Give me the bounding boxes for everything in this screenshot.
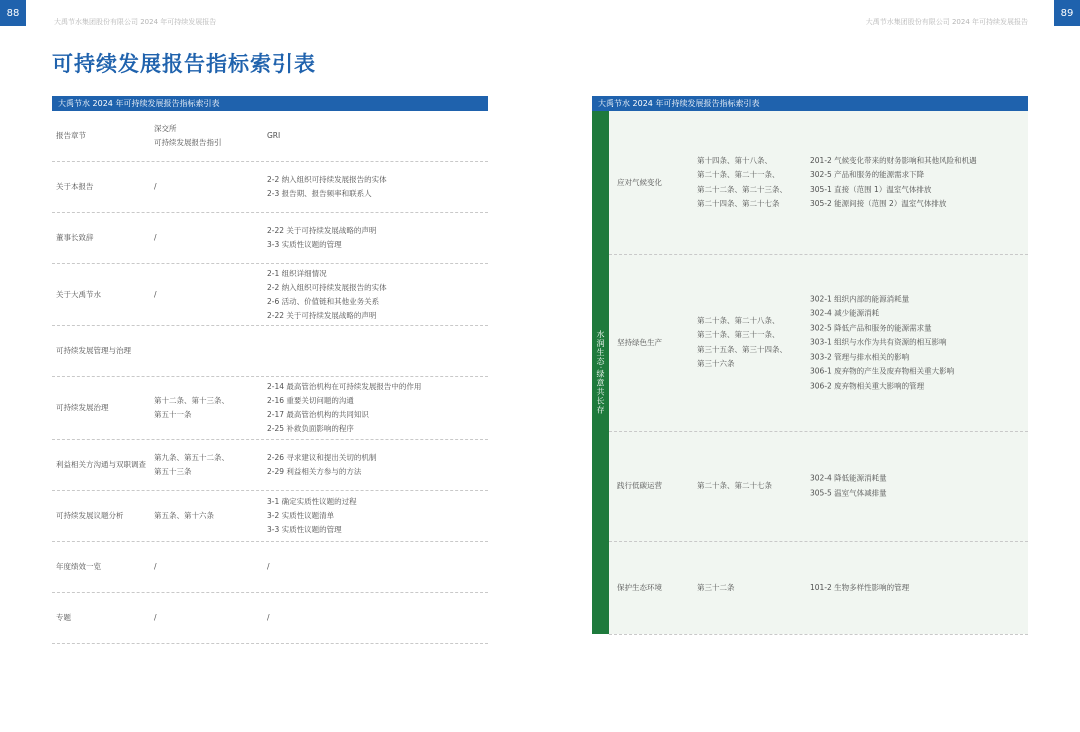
szse-cell: 第十二条、第十三条、 第五十一条 — [154, 396, 229, 419]
table-row — [52, 264, 488, 326]
szse-cell: 第三十二条 — [697, 582, 735, 592]
gri-cell: 302-1 组织内部的能源消耗量 302-4 减少能源消耗 302-5 降低产品和服务的能源需求量 303-1 组织与水作为共有资源的相互影响 303-2 管理与排水相关的影响 306-1 废弃物的产生及废弃物相关重大影响 306-2 废弃物相关重大影响的管理 — [810, 293, 955, 390]
section-cell: 践行低碳运营 — [617, 480, 662, 490]
table-row — [609, 111, 1028, 255]
szse-cell: / — [154, 562, 157, 571]
table-row — [609, 541, 1028, 635]
gri-cell: 3-1 确定实质性议题的过程 3-2 实质性议题清单 3-3 实质性议题的管理 — [267, 497, 357, 534]
column-header: 报告章节 — [56, 131, 86, 140]
page-title: 可持续发展报告指标索引表 — [52, 52, 316, 76]
szse-cell: / — [154, 233, 157, 242]
section-cell: 年度绩效一览 — [56, 562, 101, 571]
section-cell: 可持续发展管理与治理 — [56, 346, 131, 355]
table-row — [609, 431, 1028, 542]
table-row — [52, 491, 488, 542]
section-side-label — [592, 111, 609, 634]
section-cell: 利益相关方沟通与双职调查 — [56, 460, 146, 469]
section-cell: 保护生态环境 — [617, 582, 662, 592]
gri-cell: 2-26 寻求建议和提出关切的机制 2-29 利益相关方参与的方法 — [267, 453, 377, 476]
column-header: GRI — [267, 131, 281, 140]
side-label-text: 水润生态·绿意共长存 — [596, 330, 605, 415]
gri-cell: 302-4 降低能源消耗量 305-5 温室气体减排量 — [810, 473, 887, 497]
section-cell: 董事长致辞 — [56, 233, 94, 242]
szse-cell: / — [154, 182, 157, 191]
left-page-number: 88 — [0, 0, 26, 26]
right-running-title: 大禹节水集团股份有限公司 2024 年可持续发展报告 — [865, 18, 1028, 26]
gri-cell: 101-2 生物多样性影响的管理 — [810, 582, 910, 592]
left-table-title-bar: 大禹节水 2024 年可持续发展报告指标索引表 — [52, 96, 488, 111]
table-row — [52, 542, 488, 593]
gri-cell: / — [267, 613, 270, 622]
table-row — [52, 213, 488, 264]
table-header-row — [52, 111, 488, 162]
table-row — [52, 593, 488, 644]
section-cell: 可持续发展治理 — [56, 403, 109, 412]
gri-cell: 201-2 气候变化带来的财务影响和其他风险和机遇 302-5 产品和服务的能源需求下降 305-1 直接（范围 1）温室气体排放 305-2 能源间接（范围 2）温室气体排放 — [810, 155, 977, 208]
table-row — [52, 377, 488, 440]
right-table-title-bar: 大禹节水 2024 年可持续发展报告指标索引表 — [592, 96, 1028, 111]
szse-cell: 第九条、第五十二条、 第五十三条 — [154, 453, 229, 476]
table-row — [609, 254, 1028, 432]
szse-cell: 第五条、第十六条 — [154, 511, 214, 520]
section-cell: 坚持绿色生产 — [617, 337, 662, 347]
gri-cell: 2-2 纳入组织可持续发展报告的实体 2-3 报告期、报告频率和联系人 — [267, 175, 387, 198]
szse-cell: / — [154, 613, 157, 622]
gri-cell: 2-14 最高管治机构在可持续发展报告中的作用 2-16 重要关切问题的沟通 2-17 最高管治机构的共同知识 2-25 补救负面影响的程序 — [267, 382, 422, 433]
gri-cell: / — [267, 562, 270, 571]
section-cell: 可持续发展议题分析 — [56, 511, 124, 520]
left-running-title: 大禹节水集团股份有限公司 2024 年可持续发展报告 — [54, 18, 217, 26]
section-cell: 关于大禹节水 — [56, 289, 101, 299]
table-row — [52, 162, 488, 213]
column-header: 深交所 可持续发展报告指引 — [154, 124, 222, 147]
gri-cell: 2-1 组织详细情况 2-2 纳入组织可持续发展报告的实体 2-6 活动、价值链和其他业务关系 2-22 关于可持续发展战略的声明 — [267, 268, 387, 320]
section-cell: 应对气候变化 — [617, 177, 662, 187]
table-row — [52, 440, 488, 491]
szse-cell: 第十四条、第十八条、 第二十条、第二十一条、 第二十二条、第二十三条、 第二十四条、第二十七条 — [697, 155, 787, 208]
szse-cell: 第二十条、第二十八条、 第三十条、第三十一条、 第三十五条、第三十四条、 第三十六条 — [697, 315, 787, 368]
szse-cell: / — [154, 289, 157, 299]
right-index-table — [592, 111, 1028, 634]
left-index-table — [52, 111, 488, 644]
section-cell: 专题 — [56, 613, 71, 622]
gri-cell: 2-22 关于可持续发展战略的声明 3-3 实质性议题的管理 — [267, 226, 377, 249]
szse-cell: 第二十条、第二十七条 — [697, 480, 772, 490]
right-page-number: 89 — [1054, 0, 1080, 26]
section-cell: 关于本报告 — [56, 182, 94, 191]
table-row — [52, 326, 488, 377]
